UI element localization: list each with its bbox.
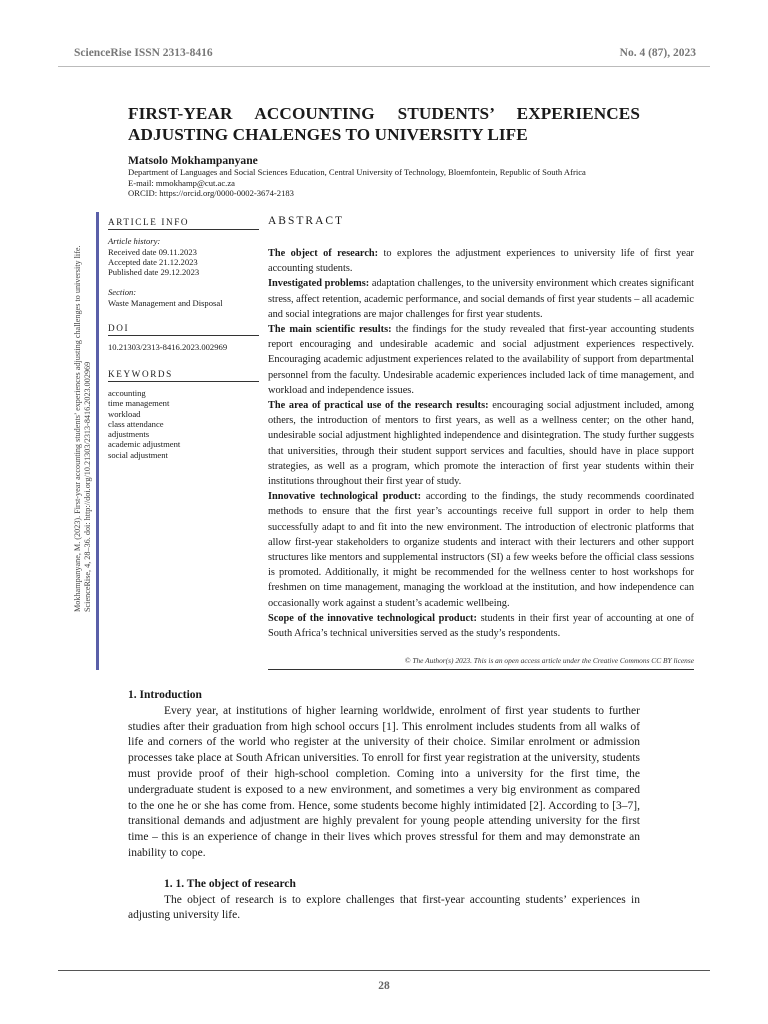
issue-header: No. 4 (87), 2023	[619, 47, 696, 59]
keyword-item: academic adjustment	[108, 439, 181, 450]
keyword-item: time management	[108, 398, 170, 409]
received-date: Received date 09.11.2023	[108, 246, 197, 257]
section-value: Waste Management and Disposal	[108, 297, 223, 308]
keyword-list	[108, 388, 259, 460]
abstract-label: The main scientific results:	[268, 324, 392, 336]
author-details	[128, 167, 688, 199]
subsection-heading: 1. 1. The object of research	[164, 877, 296, 890]
doi-value[interactable]: 10.21303/2313-8416.2023.002969	[108, 342, 228, 353]
header-rule	[58, 66, 710, 67]
published-date: Published date 29.12.2023	[108, 267, 200, 278]
abstract-paragraph	[268, 489, 694, 611]
keyword-item: class attendance	[108, 418, 164, 429]
article-info-column	[108, 217, 259, 460]
abstract-paragraph	[268, 276, 694, 322]
section-label: Section:	[108, 287, 137, 298]
author-affiliation: Department of Languages and Social Sciences Education, Central University of Technology, Bloemfontein, Republic of South Africa	[128, 167, 586, 177]
main-text	[128, 688, 640, 924]
accepted-date: Accepted date 21.12.2023	[108, 256, 198, 267]
abstract-text: the findings for the study revealed that first-year accounting students report encouraging and undesirable academic and social adjustment experiences respectively. Encouraging academic adjustment experiences related to the availability of support from departmental personnel from the faculty. Undesirable academic experiences included lack of time management, and workload and independence issues.	[268, 324, 694, 396]
keyword-item: social adjustment	[108, 449, 168, 460]
body-paragraph: The object of research is to explore challenges that first-year accounting students’ experiences in adjusting university life.	[128, 893, 640, 922]
abstract-paragraph	[268, 246, 694, 276]
article-title: FIRST-YEAR ACCOUNTING STUDENTS’ EXPERIENCES ADJUSTING CHALENGES TO UNIVERSITY LIFE	[128, 104, 640, 144]
author-email[interactable]: E-mail: mmokhamp@cut.ac.za	[128, 177, 235, 188]
abstract-text: adaptation challenges, to the university environment which creates significant stress, affect retention, academic performance, and social demands of first year students – all academic and social integrations are major challenges for first year students.	[268, 278, 694, 320]
abstract-text: to explores the adjustment experiences to university life of first year accounting students.	[268, 248, 694, 275]
article-info-heading: ARTICLE INFO	[108, 217, 259, 230]
side-citation-line2: ScienceRise, 4, 28–36. doi: http://doi.org/10.21303/2313-8416.2023.002969	[83, 361, 92, 612]
side-citation-line1: Mokhampanyane, M. (2023). First-year accounting students’ experiences adjusting challenges to university life.	[73, 245, 82, 612]
section-heading: 1. Introduction	[128, 689, 202, 701]
abstract-paragraph	[268, 322, 694, 398]
abstract-rule	[268, 669, 694, 670]
journal-header: ScienceRise ISSN 2313-8416	[74, 47, 213, 59]
keyword-item: workload	[108, 408, 141, 419]
abstract-body	[268, 246, 694, 641]
side-citation	[73, 232, 93, 612]
doi-heading: DOI	[108, 323, 259, 336]
footer-rule	[58, 970, 710, 971]
keywords-heading: KEYWORDS	[108, 369, 259, 382]
abstract-label: Innovative technological product:	[268, 491, 422, 503]
keyword-item: adjustments	[108, 429, 150, 440]
abstract-text: according to the findings, the study recommends coordinated methods to ensure that the first year’s accountings receive full support in order to help them successfully adapt to and fit into the new environment. The introduction of electronic platforms that allow first-year stakeholders to organize students and interact with their lecturers and other support structures like mentors and supplemental instructors (SI) a few weeks before the official class sessions is promoted. Additionally, it might be recommended for the wellness center to host workshops for freshmen on time management, managing the workload at the institution, and how independence can occasionally work against a student’s academic wellbeing.	[268, 491, 694, 609]
abstract-label: Investigated problems:	[268, 278, 370, 290]
abstract-text: encouraging social adjustment included, among others, the introduction of mentors to first years, as well as a wellness center; on the other hand, undesirable social adjustment highlighted independence and disintegration. The study further suggests that universities, through their student support services and faculties, should have in place support strategies, as well as a program, which promote the interaction of first year students within their institutions throughout their first year of study.	[268, 400, 694, 488]
keyword-item: accounting	[108, 387, 146, 398]
author-orcid[interactable]: ORCID: https://orcid.org/0000-0002-3674-2183	[128, 188, 294, 198]
history-label: Article history:	[108, 236, 161, 247]
sidebar-accent-bar	[96, 212, 99, 670]
abstract-heading: ABSTRACT	[268, 215, 345, 227]
license-note: © The Author(s) 2023. This is an open access article under the Creative Commons CC BY license	[404, 656, 694, 665]
abstract-label: The area of practical use of the research results:	[268, 400, 489, 412]
abstract-paragraph	[268, 398, 694, 489]
abstract-label: The object of research:	[268, 248, 379, 259]
abstract-text: students in their first year of accounting at one of South Africa’s technical universities served as the study’s respondents.	[268, 612, 694, 640]
page-number: 28	[378, 980, 390, 992]
body-paragraph: Every year, at institutions of higher learning worldwide, enrolment of first year students to further studies after their graduation from high school occurs [1]. This enrolment includes students from all walks of life and corners of the world who register at the university of their choice. Similar enrolment or admission processes take place at South African universities. To enroll for first year registration at the university, students must provide proof of their high-school completion. Coming into a university for the first time, the undergraduate student is exposed to a new environment, and sometimes a very big environment as compared to the one he or she has come from. Hence, some students become highly intimidated [2]. According to [3–7], transitional demands and adjustment are highly prevalent for young people attending university for the first time – this is an experience of change in their lives which proves stressful for them and may demonstrate an inability to cope.	[128, 704, 640, 859]
author-name: Matsolo Mokhampanyane	[128, 154, 258, 167]
abstract-paragraph	[268, 611, 694, 641]
abstract-label: Scope of the innovative technological product:	[268, 612, 477, 624]
